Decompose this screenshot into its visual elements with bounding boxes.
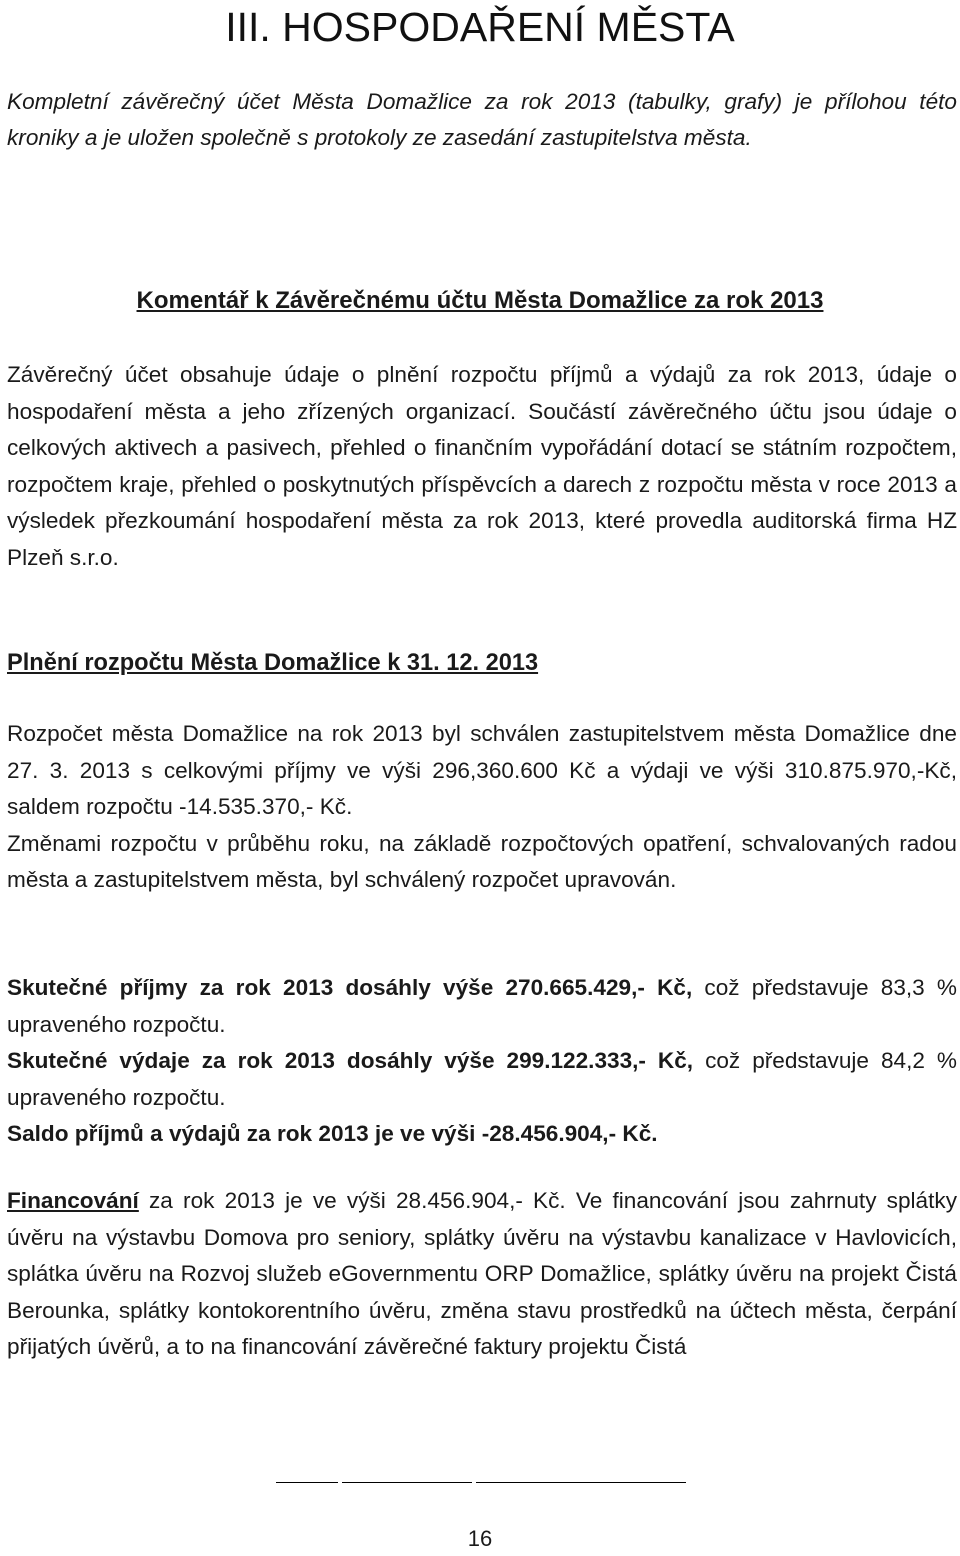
page-number: 16 — [467, 1526, 493, 1551]
financing-paragraph — [7, 1183, 957, 1366]
expenses-bold: Skutečné výdaje za rok 2013 dosáhly výše 299.122.333,- Kč, — [7, 1048, 694, 1074]
balance-bold: Saldo příjmů a výdajů za rok 2013 je ve výši -28.456.904,- Kč. — [7, 1121, 658, 1147]
results-section — [7, 970, 957, 1153]
balance-paragraph — [7, 1116, 957, 1153]
footer-rule-segment — [476, 1482, 686, 1483]
budget-section — [7, 716, 957, 899]
income-paragraph — [7, 970, 957, 1043]
budget-heading: Plnění rozpočtu Města Domažlice k 31. 12. 2013 — [7, 650, 539, 676]
footer-rule — [276, 1482, 686, 1486]
comment-heading: Komentář k Závěrečnému účtu Města Domažlice za rok 2013 — [136, 287, 824, 314]
expenses-paragraph — [7, 1043, 957, 1116]
overview-paragraph: Závěrečný účet obsahuje údaje o plnění rozpočtu příjmů a výdajů za rok 2013, údaje o hospodaření města a jeho zřízených organizací. Součástí závěrečného účtu jsou údaje o celkových aktivech a pasivech, přehled o finančním vypořádání dotací se státním rozpočtem, rozpočtem kraje, přehled o poskytnutých příspěvcích a darech z rozpočtu města v roce 2013 a výsledek přezkoumání hospodaření města za rok 2013, které provedla auditorská firma HZ Plzeň s.r.o. — [7, 362, 957, 570]
financing-rest: za rok 2013 je ve výši 28.456.904,- Kč. Ve financování jsou zahrnuty splátky úvěru na výstavbu Domova pro seniory, splátky úvěru na výstavbu kanalizace v Havlovicích, splátka úvěru na Rozvoj služeb eGovernmentu ORP Domažlice, splátky úvěru na projekt Čistá Berounka, splátky kontokorentního úvěru, změna stavu prostředků na účtech města, čerpání přijatých úvěrů, a to na financování závěrečné faktury projektu Čistá — [7, 1188, 957, 1360]
budget-approval-paragraph: Rozpočet města Domažlice na rok 2013 byl schválen zastupitelstvem města Domažlice dne 27. 3. 2013 s celkovými příjmy ve výši 296,360.600 Kč a výdaji ve výši 310.875.970,-Kč, saldem rozpočtu -14.535.370,- Kč. — [7, 721, 957, 820]
footer-rule-segment — [342, 1482, 472, 1483]
expenses-rest: což představuje 84,2 % upraveného rozpočtu. — [7, 1048, 958, 1110]
budget-changes-paragraph: Změnami rozpočtu v průběhu roku, na základě rozpočtových opatření, schvalovaných radou města a zastupitelstvem města, byl schválený rozpočet upravován. — [7, 830, 957, 893]
income-bold: Skutečné příjmy za rok 2013 dosáhly výše 270.665.429,- Kč, — [7, 975, 693, 1000]
income-rest: což představuje 83,3 % upraveného rozpočtu. — [7, 975, 958, 1037]
financing-label: Financování — [7, 1188, 139, 1213]
intro-paragraph: Kompletní závěrečný účet Města Domažlice za rok 2013 (tabulky, grafy) je přílohou této kroniky a je uložen společně s protokoly ze zasedání zastupitelstva města. — [7, 89, 957, 150]
footer-rule-segment — [276, 1482, 338, 1483]
chapter-heading: III. HOSPODAŘENÍ MĚSTA — [225, 4, 735, 50]
